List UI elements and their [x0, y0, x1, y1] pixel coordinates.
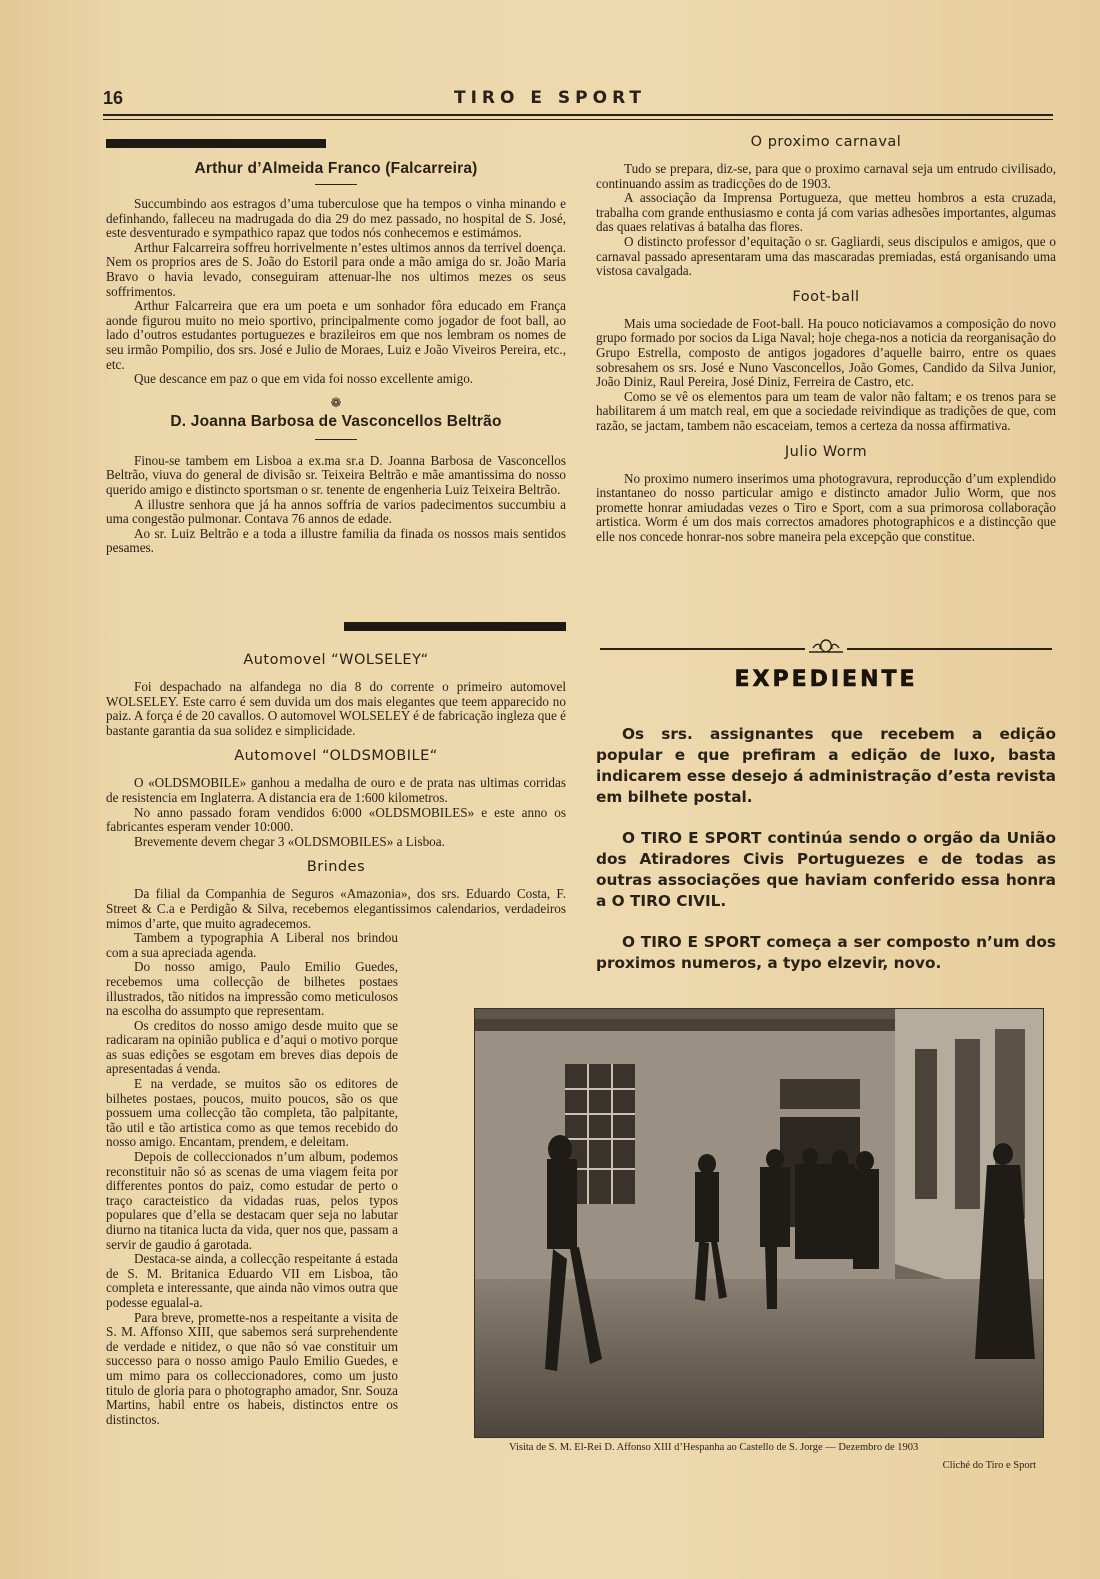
paragraph: E na verdade, se muitos são os editores de bilhetes postaes, poucos, muito poucos, são os que possuem uma collecção tão completa, tão palpitante, tão util e tão artistica como as que temos recebido do nosso amigo. Encantam, prendem, e deleitam.	[106, 1076, 398, 1150]
right-column	[596, 134, 1056, 544]
paragraph: Succumbindo aos estragos d’uma tuberculose que ha tempos o vinha minando e definhando, falleceu na madrugada do dia 29 do mez passado, no hospital de S. José, este desventurado e sympathico rapaz que todos nós conhecemos e estimámos.	[106, 196, 566, 241]
paragraph: O «OLDSMOBILE» ganhou a medalha de ouro e de prata nas ultimas corridas de resistencia em Inglaterra. A distancia era de 1:600 kilometros.	[106, 775, 566, 805]
paragraph: Arthur Falcarreira que era um poeta e um sonhador fôra educado em França aonde figurou muito no meio sportivo, principalmente como jogador de foot ball, ao lado d’outros estudantes portuguezes e brazileiros em que nos lembram os nomes de seu irmão Pompilio, dos srs. José e Julio de Moraes, Luiz e João Viveiros Pereira, etc., etc.	[106, 298, 566, 372]
football-heading: Foot-ball	[792, 288, 860, 305]
left-column	[106, 139, 566, 556]
paragraph: A illustre senhora que já ha annos soffria de varios padecimentos succumbiu a uma congestão pulmonar. Contava 76 annos de edade.	[106, 496, 566, 527]
paragraph: Brevemente devem chegar 3 «OLDSMOBILES» a Lisboa.	[134, 833, 445, 849]
paragraph: Os creditos do nosso amigo desde muito que se radicaram na opinião publica e d’aqui o motivo porque as suas edições se esgotam em breves dias depois de apresentadas á venda.	[106, 1017, 398, 1077]
notice-paragraph: O TIRO E SPORT começa a ser composto n’um dos proximos numeros, a typo elzevir, novo.	[596, 933, 1056, 972]
paragraph: No proximo numero inserimos uma photogravura, reproducção d’um explendido instantaneo do nosso particular amigo e distincto amador Julio Worm, que nos promette honrar amiudadas vezes o Tiro e Sport, com a sua primorosa collaboração artistica. Worm é um dos mais correctos amadores photographicos e a distincção que elle nos concede honrar-nos sobre maneira pela excepção que constitue.	[596, 470, 1056, 544]
brindes-narrow-text	[106, 931, 398, 1427]
paragraph: Tambem a typographia A Liberal nos brindou com a sua apreciada agenda.	[106, 930, 398, 960]
paragraph: Mais uma sociedade de Foot-ball. Ha pouco noticiavamos a composição do novo grupo formado por socios da Liga Naval; hoje chega-nos a noticia da reorganisação do Grupo Estrella, composto de antigos jogadores d’aquelle bairro, entre os quaes sobresahem os srs. José e Nuno Vasconcellos, João Gomes, Candido da Silva Junior, João Diniz, Raul Pereira, José Diniz, Ferreira de Castro, etc.	[596, 315, 1056, 390]
paragraph: O distincto professor d’equitação o sr. Gagliardi, seus discipulos e amigos, que o carnaval passado apresentaram uma das mascaradas premiadas, está organisando uma vistosa cavalgada.	[596, 233, 1056, 279]
expediente-heading: EXPEDIENTE	[734, 667, 918, 692]
paragraph: Foi despachado na alfandega no dia 8 do corrente o primeiro automovel WOLSELEY. Este carro é sem duvida um dos mais elegantes que teem apparecido no paiz. A força é de 20 cavallos. O automovel WOLSELEY é de fabricação ingleza que é bastante garantia da sua solidez e simplicidade.	[106, 679, 566, 738]
ornamental-divider	[600, 644, 1052, 654]
notice-paragraph: Os srs. assignantes que recebem a edição popular e que prefiram a edição de luxo, basta indicarem esse desejo á administração d’esta revista em bilhete postal.	[596, 725, 1056, 806]
paragraph: Da filial da Companhia de Seguros «Amazonia», dos srs. Eduardo Costa, F. Street & C.a e Perdigão & Silva, recebemos elegantissimos calendarios, verdadeiros mimos d’arte, que muito agradecemos.	[106, 886, 566, 931]
ornament-icon: ❁	[330, 394, 342, 410]
masthead-title: TIRO E SPORT	[454, 88, 646, 108]
paragraph: Depois de colleccionados n’um album, podemos reconstituir não só as scenas de uma viagem feita por differentes pontos do paiz, como estudar de perto o traço caracteistico da vidadas ruas, pelos typos populares que d’ella se destacam quer seja no labutar diurno na titanica lucta da vida, quer nos que, passam a servir de gaudio á garotada.	[106, 1149, 398, 1252]
notice-paragraph: O TIRO E SPORT continúa sendo o orgão da União dos Atiradores Civis Portuguezes e de todas as outras associações que haviam conferido essa honra a O TIRO CIVIL.	[596, 829, 1056, 910]
worm-heading: Julio Worm	[784, 443, 868, 460]
heading-rule	[315, 439, 357, 440]
header-rule	[103, 114, 1053, 120]
photo-caption: Visita de S. M. El-Rei D. Affonso XIII d’Hespanha ao Castello de S. Jorge — Dezembro de 1903	[509, 1442, 919, 1453]
heading-rule	[315, 184, 357, 185]
flourish-icon	[805, 636, 847, 658]
page-number: 16	[103, 88, 124, 108]
paragraph: Finou-se tambem em Lisboa a ex.ma sr.a D. Joanna Barbosa de Vasconcellos Beltrão, viuva do general de divisão sr. Teixeira Beltrão e mãe amantissima do nosso querido amigo e distincto sportsman o sr. tenente de engenheria Luiz Teixeira Beltrão.	[106, 452, 566, 497]
paragraph: Como se vê os elementos para um team de valor não faltam; e os trenos para se habilitarem á um match real, em que a sociedade reivindique as tradições de que, com razão, se jactam, tambem não escaceiam, temos a certeza da nossa affirmativa.	[596, 388, 1056, 433]
obituary-heading-beltrao: D. Joanna Barbosa de Vasconcellos Beltrão	[170, 412, 502, 430]
paragraph: Do nosso amigo, Paulo Emilio Guedes, recebemos uma collecção de bilhetes postaes illustrados, tão nitidos na impressão como meticulosos na escolha do assumpto que representam.	[106, 959, 398, 1019]
paragraph: Que descance em paz o que em vida foi nosso excellente amigo.	[134, 371, 474, 387]
wolseley-heading: Automovel “WOLSELEY“	[243, 652, 429, 668]
royal-visit-photograph	[474, 1008, 1044, 1438]
carnaval-heading: O proximo carnaval	[750, 134, 902, 150]
photo-credit: Cliché do Tiro e Sport	[942, 1460, 1036, 1471]
paragraph: Arthur Falcarreira soffreu horrivelmente n’estes ultimos annos da terrivel doença. Nem os proprios ares de S. João do Estoril para onde a mão amiga do sr. João Maria Bravo o havia levado, conseguiram attenuar-lhe nos ultimos mezes os seus soffrimentos.	[106, 239, 566, 299]
brindes-heading: Brindes	[306, 859, 366, 876]
section-bar	[106, 139, 326, 148]
expediente-body	[596, 724, 1056, 974]
section-bar	[344, 622, 566, 631]
paragraph: A associação da Imprensa Portugueza, que metteu hombros a esta cruzada, trabalha com grande enthusiasmo e conta já com varias adhesões importantes, algumas das quaes relativas á batalha das flores.	[596, 190, 1056, 235]
paragraph: Tudo se prepara, diz-se, para que o proximo carnaval seja um entrudo civilisado, continuando assim as tradicções do de 1903.	[596, 161, 1056, 191]
paragraph: Ao sr. Luiz Beltrão e a toda a illustre familia da finada os nossos mais sentidos pesames.	[106, 525, 566, 556]
oldsmobile-heading: Automovel “OLDSMOBILE“	[234, 748, 438, 765]
obituary-heading-falcarreira: Arthur d’Almeida Franco (Falcarreira)	[194, 160, 478, 177]
paragraph: No anno passado foram vendidos 6:000 «OLDSMOBILES» e este anno os fabricantes esperam vender 10:000.	[106, 804, 566, 835]
paragraph: Para breve, promette-nos a respeitante a visita de S. M. Affonso XIII, que sabemos será surprehendente de verdade e nitidez, o que não só vae constituir um successo para o nosso amigo Paulo Emilio Guedes, e um mimo para os colleccionadores, como um justo titulo de gloria para o photographo amador, Snr. Souza Martins, habil entre os habeis, distinctos entre os distinctos.	[106, 1309, 398, 1427]
paragraph: Destaca-se ainda, a collecção respeitante á estada de S. M. Britanica Eduardo VII em Lisboa, tão completa e interessante, que ainda não vimos outra que podesse egualal-a.	[106, 1251, 398, 1310]
